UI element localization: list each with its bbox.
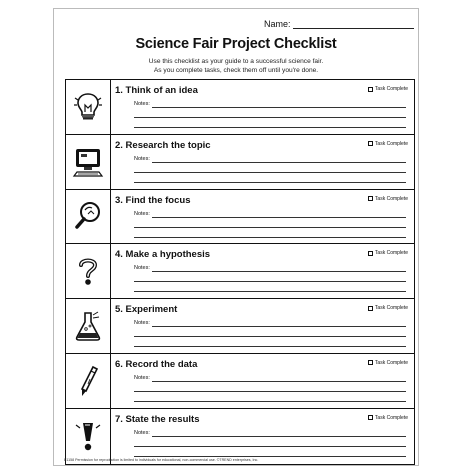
notes-line[interactable] [134, 456, 406, 457]
task-complete-checkbox[interactable] [368, 415, 408, 421]
notes-label: Notes: [134, 155, 150, 162]
checkbox-icon[interactable] [368, 196, 373, 201]
task-complete-label: Task Complete [374, 305, 408, 312]
notes-line[interactable] [152, 107, 406, 108]
notes-line[interactable] [152, 271, 406, 272]
notes-line[interactable] [134, 346, 406, 347]
checklist-section-2 [66, 135, 414, 190]
section-title: 3. Find the focus [115, 194, 191, 206]
lightbulb-icon [66, 80, 111, 134]
notes-line[interactable] [134, 401, 406, 402]
notes-line[interactable] [134, 237, 406, 238]
page-title: Science Fair Project Checklist [135, 36, 337, 52]
notes-label: Notes: [134, 210, 150, 217]
notes-line[interactable] [152, 436, 406, 437]
name-field[interactable] [264, 15, 414, 29]
task-complete-label: Task Complete [374, 359, 408, 366]
flask-icon [66, 299, 111, 353]
notes-line[interactable] [134, 182, 406, 183]
notes-line[interactable] [134, 336, 406, 337]
exclamation-icon [66, 409, 111, 464]
checkbox-icon[interactable] [368, 415, 373, 420]
section-title: 5. Experiment [115, 304, 178, 316]
notes-label: Notes: [134, 101, 150, 107]
checkbox-icon[interactable] [368, 360, 373, 365]
checkbox-icon[interactable] [368, 87, 373, 92]
notes-line[interactable] [134, 172, 406, 173]
notes-line[interactable] [134, 281, 406, 282]
checklist-section-4 [66, 244, 414, 299]
name-label: Name: [264, 19, 291, 29]
notes-line[interactable] [152, 162, 406, 163]
section-title: 2. Research the topic [115, 139, 211, 151]
checklist [65, 79, 415, 465]
notes-line[interactable] [134, 391, 406, 392]
question-mark-icon [66, 244, 111, 298]
copyright-footer: E1158 Permission for reproduction is limited to individuals for educational, non-commercial use. ©TREND enterprises, Inc. [64, 458, 259, 462]
checkbox-icon[interactable] [368, 141, 373, 146]
section-title: 7. State the results [115, 413, 200, 425]
task-complete-checkbox[interactable] [368, 250, 408, 256]
task-complete-label: Task Complete [374, 86, 408, 92]
checklist-section-1 [66, 80, 414, 135]
pen-icon [66, 354, 111, 408]
worksheet-page [53, 8, 419, 466]
notes-label: Notes: [134, 374, 150, 381]
notes-line[interactable] [134, 127, 406, 128]
notes-label: Notes: [134, 429, 150, 436]
notes-label: Notes: [134, 265, 150, 272]
notes-line[interactable] [152, 326, 406, 327]
notes-label: Notes: [134, 320, 150, 327]
checklist-section-5 [66, 299, 414, 354]
task-complete-checkbox[interactable] [368, 86, 408, 92]
task-complete-label: Task Complete [374, 195, 408, 202]
section-title: 1. Think of an idea [115, 85, 198, 96]
checklist-section-6 [66, 354, 414, 409]
task-complete-label: Task Complete [374, 414, 408, 421]
name-line[interactable] [293, 18, 414, 29]
task-complete-checkbox[interactable] [368, 360, 408, 366]
computer-icon [66, 135, 111, 189]
notes-line[interactable] [134, 117, 406, 118]
notes-line[interactable] [134, 227, 406, 228]
task-complete-label: Task Complete [374, 140, 408, 147]
notes-line[interactable] [134, 446, 406, 447]
checkbox-icon[interactable] [368, 306, 373, 311]
notes-line[interactable] [134, 291, 406, 292]
checklist-section-7 [66, 409, 414, 464]
task-complete-checkbox[interactable] [368, 141, 408, 147]
task-complete-checkbox[interactable] [368, 305, 408, 311]
checklist-section-3 [66, 190, 414, 245]
notes-line[interactable] [152, 217, 406, 218]
checkbox-icon[interactable] [368, 251, 373, 256]
task-complete-label: Task Complete [374, 250, 408, 257]
notes-line[interactable] [152, 381, 406, 382]
section-title: 4. Make a hypothesis [115, 249, 211, 261]
section-title: 6. Record the data [115, 358, 198, 370]
subtitle-line-1: Use this checklist as your guide to a successful science fair. [148, 58, 324, 65]
task-complete-checkbox[interactable] [368, 196, 408, 202]
magnifying-glass-icon [66, 190, 111, 244]
subtitle-line-2: As you complete tasks, check them off until you're done. [153, 67, 319, 74]
